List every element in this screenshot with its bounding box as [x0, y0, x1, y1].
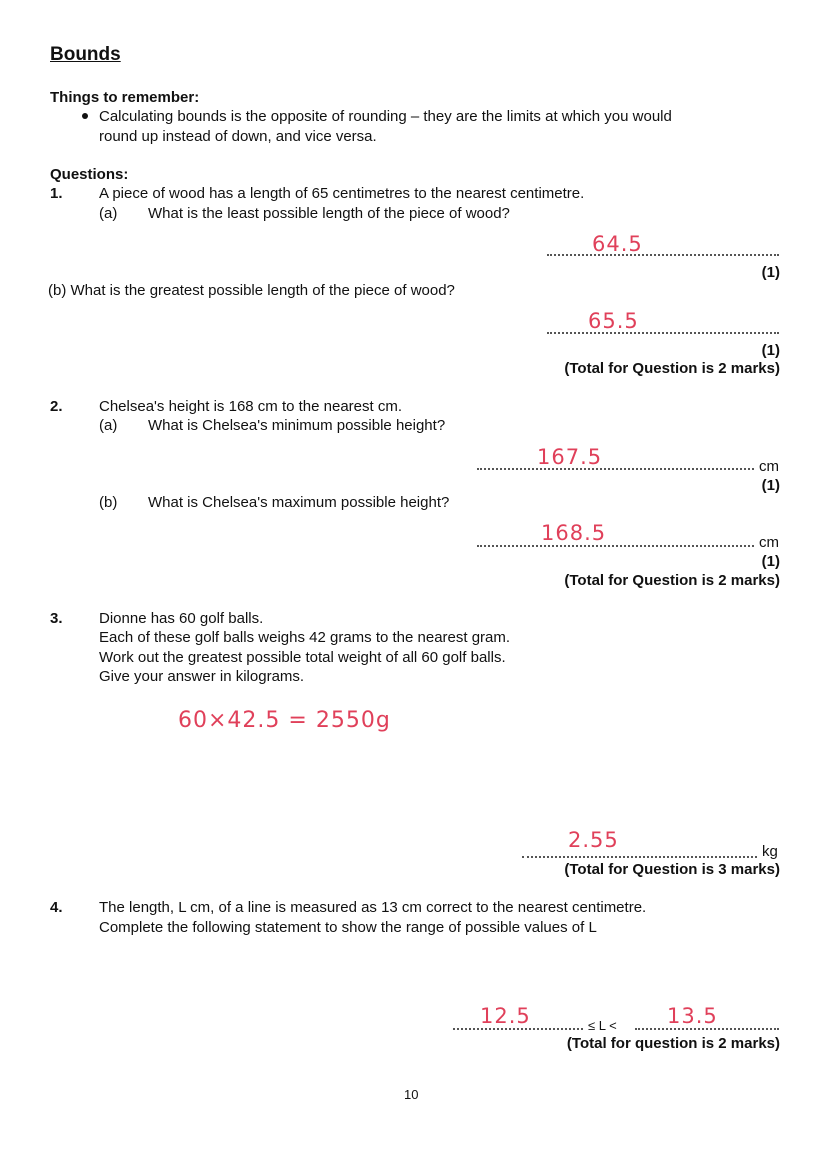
q3-answer: 2.55	[568, 828, 619, 852]
page-title: Bounds	[50, 44, 121, 65]
q2b-answer: 168.5	[541, 521, 607, 545]
q2b-unit: cm	[759, 534, 779, 551]
q2-stem: Chelsea's height is 168 cm to the nearest cm.	[99, 398, 403, 415]
q3-line2: Each of these golf balls weighs 42 grams to the nearest gram.	[99, 629, 511, 646]
q4-lower-answer-line	[453, 1028, 583, 1030]
q4-total: (Total for question is 2 marks)	[566, 1035, 780, 1052]
q1-stem: A piece of wood has a length of 65 centimetres to the nearest centimetre.	[99, 185, 585, 202]
q4-number: 4.	[50, 899, 63, 916]
q3-unit: kg	[762, 843, 778, 860]
q2a-marks: (1)	[761, 477, 780, 494]
q1-total: (Total for Question is 2 marks)	[564, 360, 780, 377]
q1b-answer: 65.5	[588, 309, 639, 333]
q2a-answer: 167.5	[537, 445, 603, 469]
q3-answer-line	[522, 856, 757, 858]
q1b-marks: (1)	[761, 342, 780, 359]
q2a-text: What is Chelsea's minimum possible height?	[148, 417, 446, 434]
remember-bullet-line1: Calculating bounds is the opposite of rounding – they are the limits at which you would	[99, 108, 672, 125]
q2b-marks: (1)	[761, 553, 780, 570]
q1b-answer-line	[547, 332, 779, 334]
remember-bullet-line2: round up instead of down, and vice versa.	[99, 128, 377, 145]
q3-line4: Give your answer in kilograms.	[99, 668, 305, 685]
q1a-text: What is the least possible length of the piece of wood?	[148, 205, 510, 222]
q2b-text: What is Chelsea's maximum possible height?	[148, 494, 450, 511]
q4-line1: The length, L cm, of a line is measured as 13 cm correct to the nearest centimetre.	[99, 899, 647, 916]
q4-line2: Complete the following statement to show the range of possible values of L	[99, 919, 597, 936]
q1a-label: (a)	[99, 205, 118, 222]
q4-upper-answer-line	[635, 1028, 779, 1030]
remember-heading: Things to remember:	[50, 89, 200, 106]
q1b-text: (b) What is the greatest possible length of the piece of wood?	[48, 282, 455, 299]
q3-line1: Dionne has 60 golf balls.	[99, 610, 264, 627]
q4-inequality: ≤ L <	[588, 1018, 617, 1033]
q2a-label: (a)	[99, 417, 118, 434]
page-number: 10	[404, 1087, 419, 1102]
q2a-answer-line	[477, 468, 754, 470]
q3-line3: Work out the greatest possible total weight of all 60 golf balls.	[99, 649, 506, 666]
q1-number: 1.	[50, 185, 63, 202]
bullet-icon	[82, 113, 88, 119]
q3-total: (Total for Question is 3 marks)	[564, 861, 780, 878]
q2-number: 2.	[50, 398, 63, 415]
q2b-label: (b)	[99, 494, 118, 511]
questions-heading: Questions:	[50, 166, 129, 183]
q3-number: 3.	[50, 610, 63, 627]
q2-total: (Total for Question is 2 marks)	[564, 572, 780, 589]
q3-working: 60×42.5 = 2550g	[178, 708, 391, 733]
q1a-answer: 64.5	[592, 232, 643, 256]
q1a-marks: (1)	[761, 264, 780, 281]
q4-upper-answer: 13.5	[667, 1004, 718, 1028]
q1a-answer-line	[547, 254, 779, 256]
q4-lower-answer: 12.5	[480, 1004, 531, 1028]
q2b-answer-line	[477, 545, 754, 547]
q2a-unit: cm	[759, 458, 779, 475]
